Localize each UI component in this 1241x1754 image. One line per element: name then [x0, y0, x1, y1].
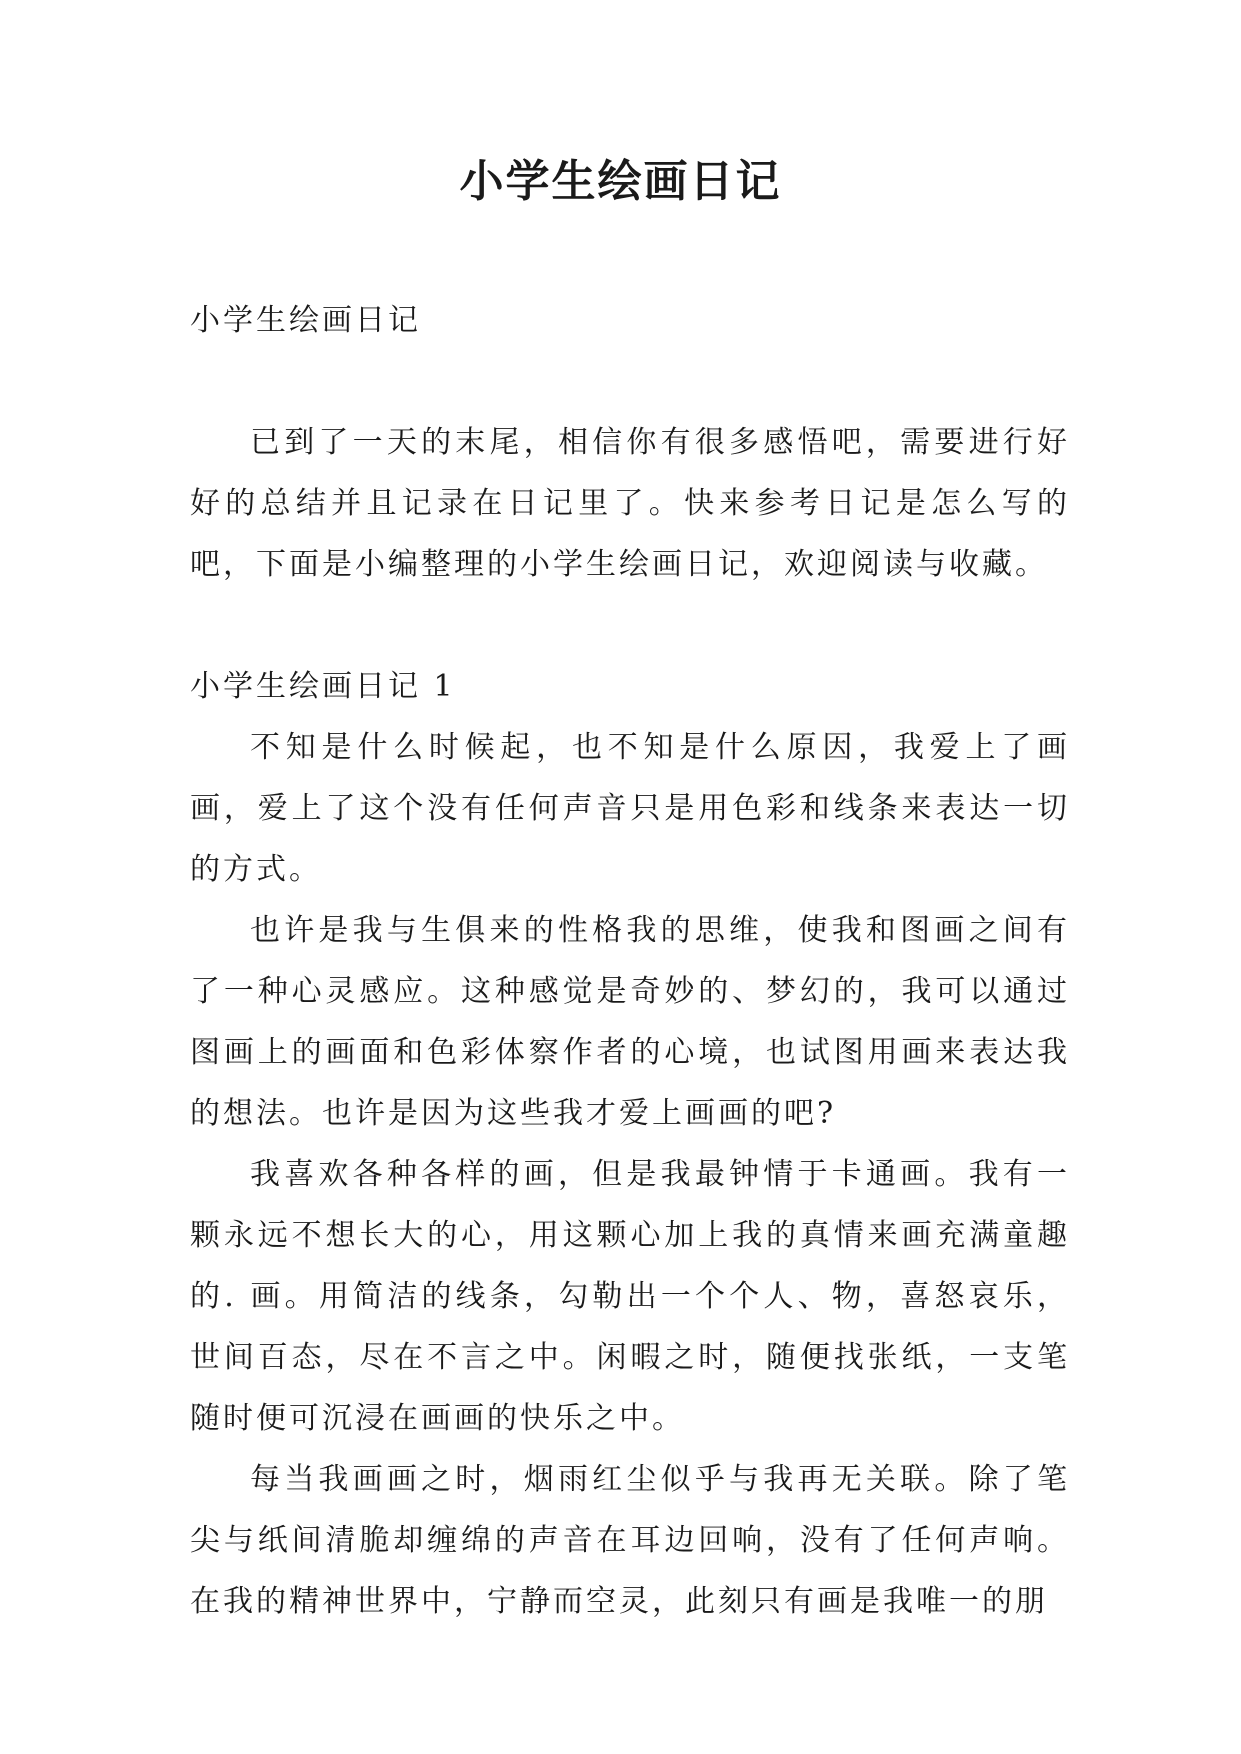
document-subtitle: 小学生绘画日记 [190, 303, 421, 338]
intro-paragraph: 已到了一天的末尾，相信你有很多感悟吧，需要进行好好的总结并且记录在日记里了。快来参考日记是怎么写的吧，下面是小编整理的小学生绘画日记，欢迎阅读与收藏。 [190, 425, 1070, 582]
body-paragraph: 不知是什么时候起，也不知是什么原因，我爱上了画画，爱上了这个没有任何声音只是用色彩和线条来表达一切的方式。 [190, 730, 1070, 887]
body-paragraph: 也许是我与生俱来的性格我的思维，使我和图画之间有了一种心灵感应。这种感觉是奇妙的、梦幻的，我可以通过图画上的画面和色彩体察作者的心境，也试图用画来表达我的想法。也许是因为这些我才爱上画画的吧? [190, 913, 1070, 1131]
body-paragraph: 每当我画画之时，烟雨红尘似乎与我再无关联。除了笔尖与纸间清脆却缠绵的声音在耳边回响，没有了任何声响。在我的精神世界中，宁静而空灵，此刻只有画是我唯一的朋 [190, 1462, 1070, 1619]
document-title: 小学生绘画日记 [459, 156, 782, 207]
section-heading: 小学生绘画日记 1 [190, 669, 456, 704]
document-body [190, 290, 1070, 1632]
body-paragraph: 我喜欢各种各样的画，但是我最钟情于卡通画。我有一颗永远不想长大的心，用这颗心加上我的真情来画充满童趣的. 画。用简洁的线条，勾勒出一个个人、物，喜怒哀乐，世间百态，尽在不言之中。闲暇之时，随便找张纸，一支笔随时便可沉浸在画画的快乐之中。 [190, 1157, 1070, 1436]
